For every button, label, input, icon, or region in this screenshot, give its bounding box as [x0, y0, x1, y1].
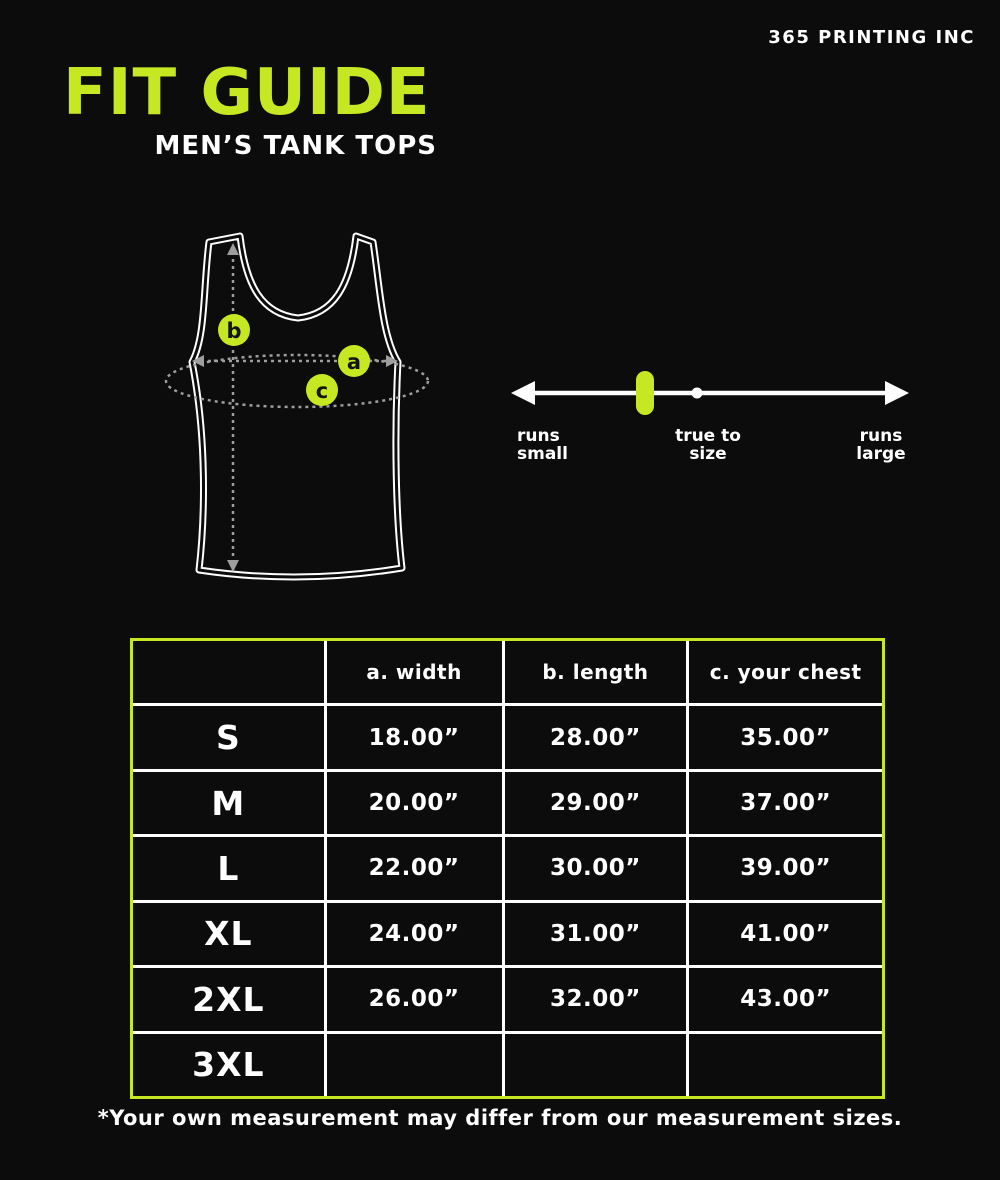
- header-chest: c. your chest: [689, 641, 882, 703]
- row-s-width: 18.00”: [327, 706, 502, 768]
- page-subtitle: MEN’S TANK TOPS: [154, 131, 437, 162]
- brand-name: 365 PRINTING INC: [768, 27, 975, 48]
- row-xl-chest: 41.00”: [689, 903, 882, 965]
- row-m-size: M: [133, 772, 324, 834]
- row-3xl-size: 3XL: [133, 1034, 324, 1096]
- title-block: [63, 56, 437, 162]
- scale-label-true-to-size: true to size: [675, 426, 741, 464]
- row-2xl-chest: 43.00”: [689, 968, 882, 1030]
- row-xl-size: XL: [133, 903, 324, 965]
- row-3xl-chest: [689, 1034, 882, 1096]
- row-l-chest: 39.00”: [689, 837, 882, 899]
- fit-scale: [505, 368, 915, 420]
- row-m-chest: 37.00”: [689, 772, 882, 834]
- row-l-size: L: [133, 837, 324, 899]
- tank-outline-outer: [192, 236, 402, 577]
- size-table: [130, 638, 885, 1099]
- fit-scale-arrow-right: [885, 381, 909, 405]
- row-xl-width: 24.00”: [327, 903, 502, 965]
- point-a-label: a: [346, 350, 362, 374]
- footnote: *Your own measurement may differ from our measurement sizes.: [97, 1106, 903, 1130]
- row-s-size: S: [133, 706, 324, 768]
- scale-label-runs-small: runs small: [517, 426, 568, 464]
- true-to-size-dot: [692, 388, 703, 399]
- header-length: b. length: [505, 641, 687, 703]
- fit-marker: [636, 371, 654, 415]
- row-2xl-length: 32.00”: [505, 968, 687, 1030]
- row-2xl-size: 2XL: [133, 968, 324, 1030]
- row-m-width: 20.00”: [327, 772, 502, 834]
- page-title: FIT GUIDE: [63, 56, 431, 130]
- point-b-label: b: [226, 319, 242, 343]
- point-c-label: c: [315, 379, 329, 403]
- row-s-chest: 35.00”: [689, 706, 882, 768]
- row-3xl-width: [327, 1034, 502, 1096]
- header-width: a. width: [327, 641, 502, 703]
- row-xl-length: 31.00”: [505, 903, 687, 965]
- row-2xl-width: 26.00”: [327, 968, 502, 1030]
- scale-label-runs-large: runs large: [856, 426, 906, 464]
- length-arrow-top: [227, 243, 239, 255]
- tank-top-diagram: [150, 218, 450, 618]
- row-3xl-length: [505, 1034, 687, 1096]
- row-l-length: 30.00”: [505, 837, 687, 899]
- header-blank: [133, 641, 324, 703]
- row-s-length: 28.00”: [505, 706, 687, 768]
- row-m-length: 29.00”: [505, 772, 687, 834]
- length-arrow-bottom: [227, 560, 239, 572]
- tank-outline-inner: [192, 236, 402, 577]
- fit-scale-arrow-left: [511, 381, 535, 405]
- row-l-width: 22.00”: [327, 837, 502, 899]
